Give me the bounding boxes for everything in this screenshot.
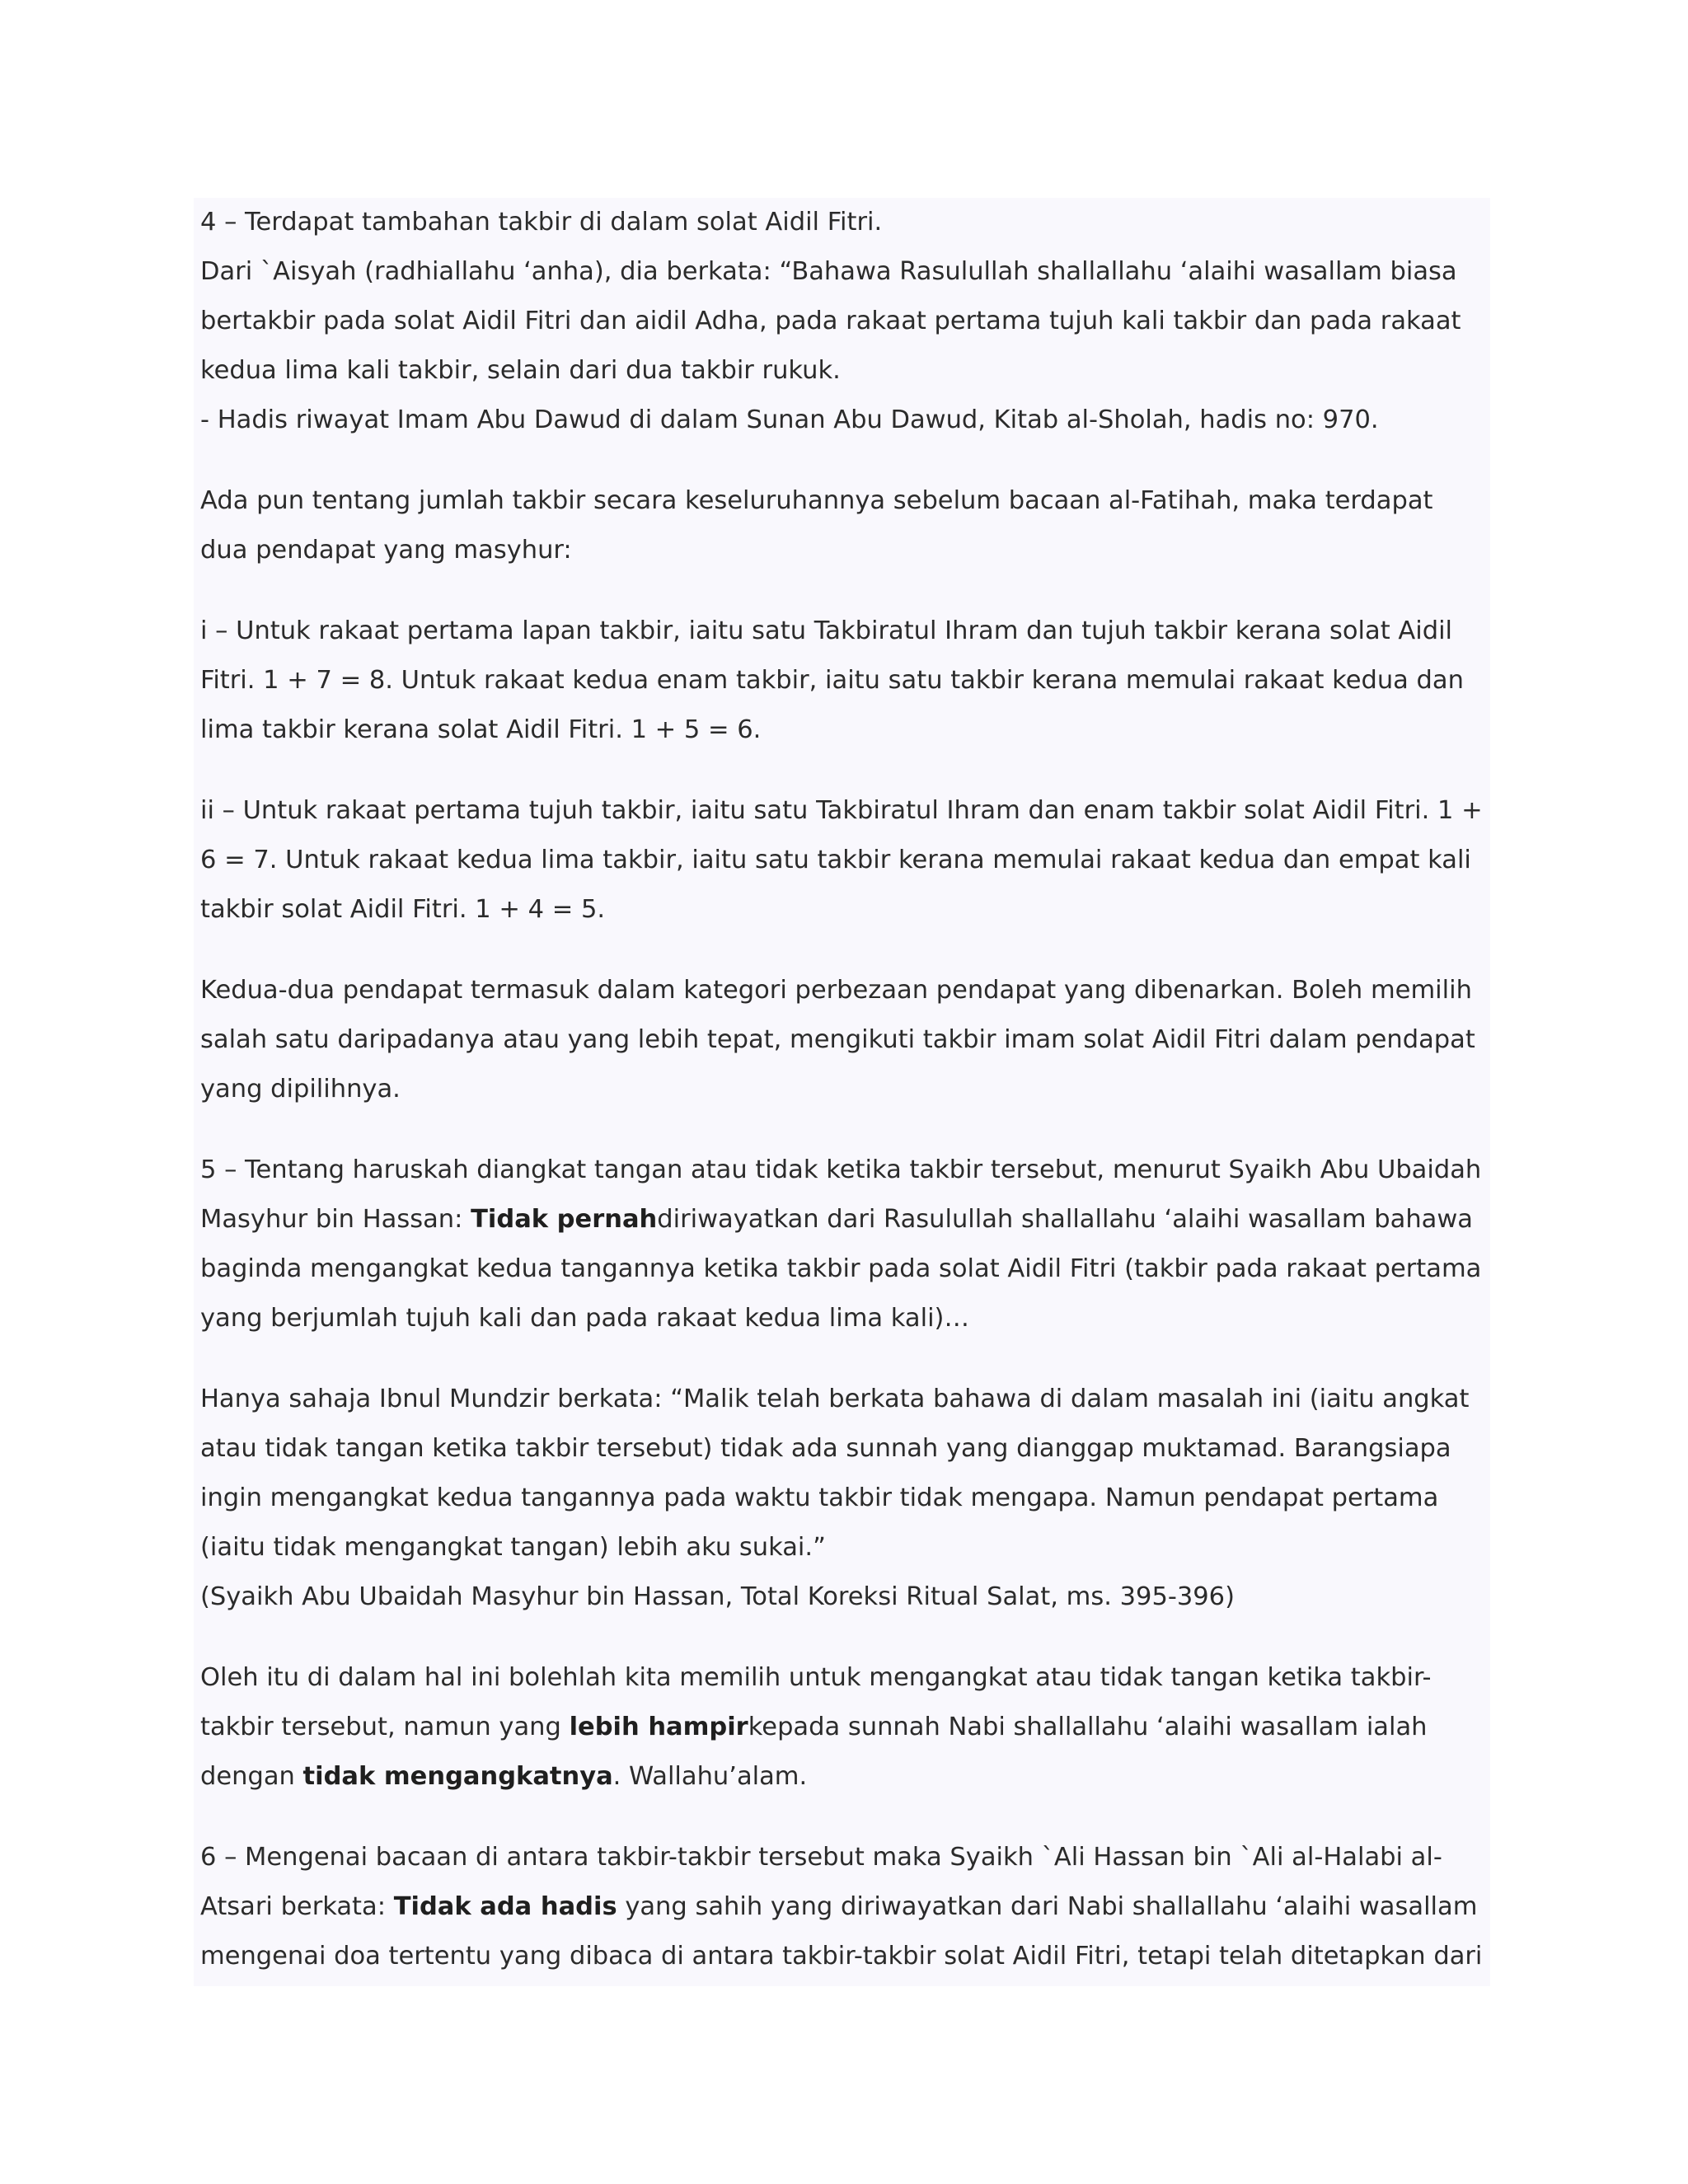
paragraph-opinion-i: i – Untuk rakaat pertama lapan takbir, iaitu satu Takbiratul Ihram dan tujuh takbir kerana solat Aidil Fitri. 1 + 7 = 8. Untuk rakaat kedua enam takbir, iaitu satu takbir kerana memulai rakaat kedua dan lima takbir kerana solat Aidil Fitri. 1 + 5 = 6. — [200, 616, 1464, 744]
paragraph-opinion-ii: ii – Untuk rakaat pertama tujuh takbir, iaitu satu Takbiratul Ihram dan enam takbir solat Aidil Fitri. 1 + 6 = 7. Untuk rakaat kedua lima takbir, iaitu satu takbir kerana memulai rakaat kedua dan empat kali takbir solat Aidil Fitri. 1 + 4 = 5. — [200, 796, 1483, 924]
paragraph-point-5 — [200, 1146, 1484, 1343]
text-segment: 5 – Tentang haruskah diangkat tangan atau tidak ketika takbir tersebut, menurut Syaikh Abu Ubaidah Masyhur bin Hassan: — [200, 1155, 1482, 1234]
text-segment: diriwayatkan dari Rasulullah shallallahu ‘alaihi wasallam bahawa baginda mengangkat kedua tangannya ketika takbir pada solat Aidil Fitri (takbir pada rakaat pertama yang berjumlah tujuh kali dan pada rakaat kedua lima kali)… — [200, 1205, 1482, 1333]
paragraph-citation: (Syaikh Abu Ubaidah Masyhur bin Hassan, Total Koreksi Ritual Salat, ms. 395-396) — [200, 1582, 1235, 1611]
paragraph-point-6 — [200, 1833, 1484, 1981]
text-segment: Oleh itu di dalam hal ini bolehlah kita memilih untuk mengangkat atau tidak tangan ketika takbir-takbir tersebut, namun yang — [200, 1663, 1432, 1741]
paragraph-hadith-aisyah: Dari `Aisyah (radhiallahu ‘anha), dia berkata: “Bahawa Rasulullah shallallahu ‘alaihi wasallam biasa bertakbir pada solat Aidil Fitri dan aidil Adha, pada rakaat pertama tujuh kali takbir dan pada rakaat kedua lima kali takbir, selain dari dua takbir rukuk. — [200, 257, 1461, 385]
bold-emphasis: lebih hampir — [569, 1713, 748, 1741]
bold-emphasis: tidak mengangkatnya — [302, 1762, 613, 1791]
paragraph-both-opinions: Kedua-dua pendapat termasuk dalam kategori perbezaan pendapat yang dibenarkan. Boleh memilih salah satu daripadanya atau yang lebih tepat, mengikuti takbir imam solat Aidil Fitri dalam pendapat yang dipilihnya. — [200, 976, 1475, 1104]
text-segment: yang sahih yang diriwayatkan dari Nabi shallallahu ‘alaihi wasallam mengenai doa tertentu yang dibaca di antara takbir-takbir solat Aidil Fitri, tetapi telah ditetapkan dari — [200, 1892, 1483, 1971]
text-segment: 6 – Mengenai bacaan di antara takbir-takbir tersebut maka Syaikh `Ali Hassan bin `Ali al-Halabi al-Atsari berkata: — [200, 1843, 1442, 1921]
article-body — [194, 198, 1490, 1986]
paragraph-point-4: 4 – Terdapat tambahan takbir di dalam solat Aidil Fitri. — [200, 208, 883, 237]
bold-emphasis: Tidak pernah — [471, 1205, 658, 1234]
text-segment: . Wallahu’alam. — [612, 1762, 808, 1791]
paragraph-ibnul-mundzir-quote: Hanya sahaja Ibnul Mundzir berkata: “Malik telah berkata bahawa di dalam masalah ini (iaitu angkat atau tidak tangan ketika takbir tersebut) tidak ada sunnah yang dianggap muktamad. Barangsiapa ingin mengangkat kedua tangannya pada waktu takbir tidak mengapa. Namun pendapat pertama (iaitu tidak mengangkat tangan) lebih aku sukai.” — [200, 1385, 1470, 1562]
bold-emphasis: Tidak ada hadis — [393, 1892, 617, 1921]
paragraph-conclusion — [200, 1653, 1484, 1802]
paragraph-takbir-count-intro: Ada pun tentang jumlah takbir secara keseluruhannya sebelum bacaan al-Fatihah, maka terdapat dua pendapat yang masyhur: — [200, 486, 1433, 565]
paragraph-hadith-source: - Hadis riwayat Imam Abu Dawud di dalam Sunan Abu Dawud, Kitab al-Sholah, hadis no: 970. — [200, 405, 1379, 434]
text-segment: kepada sunnah Nabi shallallahu ‘alaihi wasallam ialah dengan — [200, 1713, 1428, 1791]
